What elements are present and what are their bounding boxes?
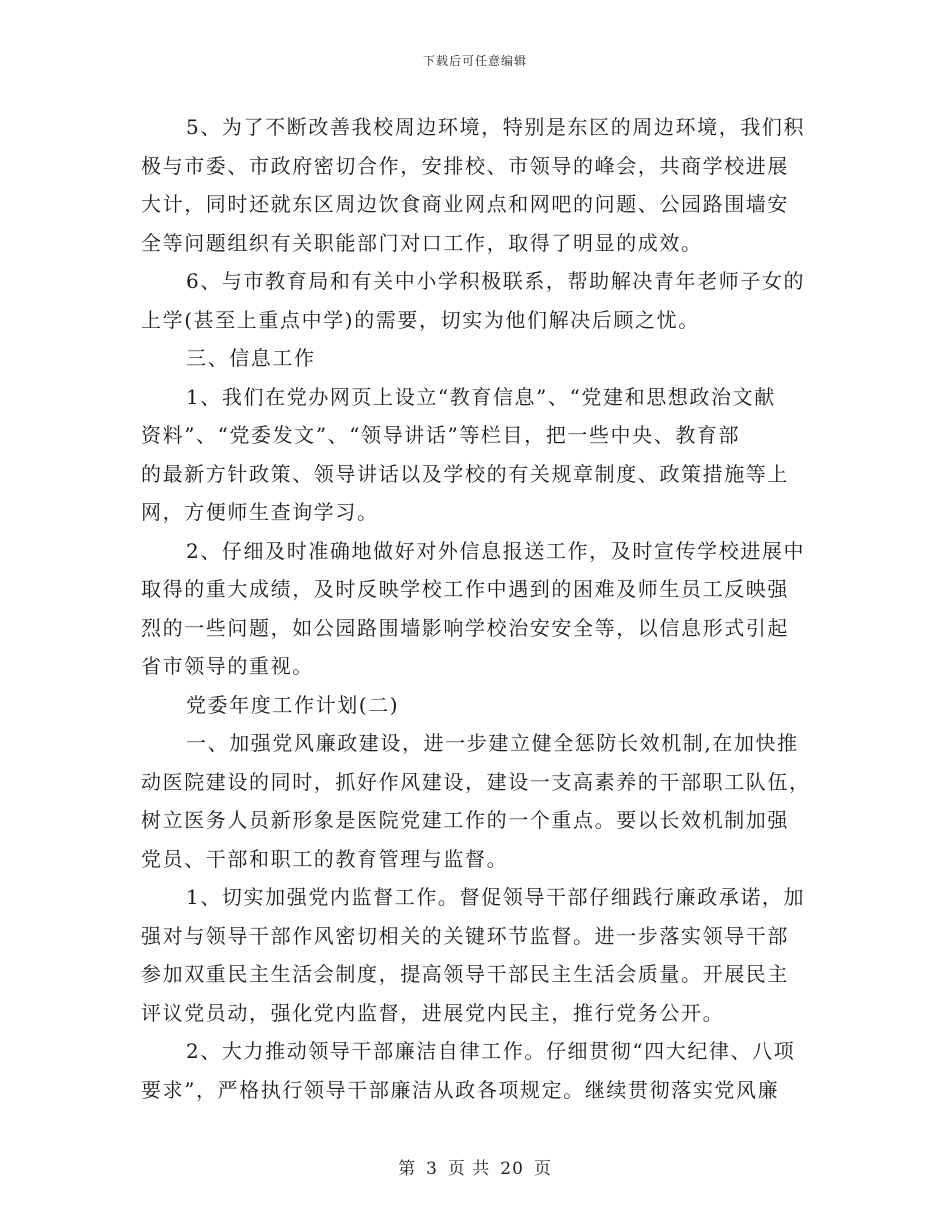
text-line: 5、为了不断改善我校周边环境，特别是东区的周边环境，我们积 (186, 115, 806, 139)
text-line: 三、信息工作 (186, 346, 316, 370)
text-line: 评议党员动，强化党内监督，进展党内民主，推行党务公开。 (141, 1000, 725, 1025)
text-line: 极与市委、市政府密切合作，安排校、市领导的峰会，共商学校进展 (141, 153, 789, 178)
header-note: 下载后可任意编辑 (422, 54, 527, 68)
document-body (141, 108, 809, 1109)
footer-suffix: 页 (533, 1159, 552, 1179)
text-line: 党员、干部和职工的教育管理与监督。 (141, 846, 509, 871)
text-line: 一、加强党风廉政建设，进一步建立健全惩防长效机制,在加快推 (186, 731, 799, 755)
footer-prefix: 第 (398, 1159, 417, 1179)
text-line: 网，方便师生查询学习。 (141, 500, 379, 524)
text-line: 要求”，严格执行领导干部廉洁从政各项规定。继续贯彻落实党风廉 (141, 1077, 780, 1102)
text-line: 的最新方针政策、领导讲话以及学校的有关规章制度、政策措施等上 (141, 461, 789, 486)
footer-current-page: 3 (426, 1159, 438, 1179)
text-line: 树立医务人员新形象是医院党建工作的一个重点。要以长效机制加强 (141, 808, 789, 832)
text-line: 动医院建设的同时，抓好作风建设，建设一支高素养的干部职工队伍， (141, 769, 811, 794)
text-line: 大计，同时还就东区周边饮食商业网点和网吧的问题、公园路围墙安 (141, 192, 789, 216)
page-footer (0, 1154, 950, 1179)
text-line: 强对与领导干部作风密切相关的关键环节监督。进一步落实领导干部 (141, 923, 789, 948)
footer-middle: 页 共 (447, 1159, 491, 1179)
text-line: 取得的重大成绩，及时反映学校工作中遇到的困难及师生员工反映强 (141, 577, 789, 601)
text-line: 全等问题组织有关职能部门对口工作，取得了明显的成效。 (141, 230, 703, 255)
text-line: 1、我们在党办网页上设立“教育信息”、“党建和思想政治文献 (186, 384, 776, 409)
footer-total-pages: 20 (500, 1159, 524, 1179)
text-line: 上学(甚至上重点中学)的需要，切实为他们解决后顾之忧。 (141, 307, 700, 332)
text-line: 资料”、“党委发文”、“领导讲话”等栏目，把一些中央、教育部 (141, 423, 741, 447)
text-line: 省市领导的重视。 (141, 654, 314, 678)
text-line: 6、与市教育局和有关中小学积极联系，帮助解决青年老师子女的 (186, 269, 806, 293)
text-line: 党委年度工作计划(二) (186, 692, 400, 717)
text-line: 烈的一些问题，如公园路围墙影响学校治安安全等，以信息形式引起 (141, 615, 789, 640)
text-line: 1、切实加强党内监督工作。督促领导干部仔细践行廉政承诺，加 (186, 885, 806, 909)
text-line: 参加双重民主生活会制度，提高领导干部民主生活会质量。开展民主 (141, 962, 789, 986)
text-line: 2、大力推动领导干部廉洁自律工作。仔细贯彻“四大纪律、八项 (186, 1039, 796, 1063)
text-line: 2、仔细及时准确地做好对外信息报送工作，及时宣传学校进展中 (186, 538, 806, 563)
